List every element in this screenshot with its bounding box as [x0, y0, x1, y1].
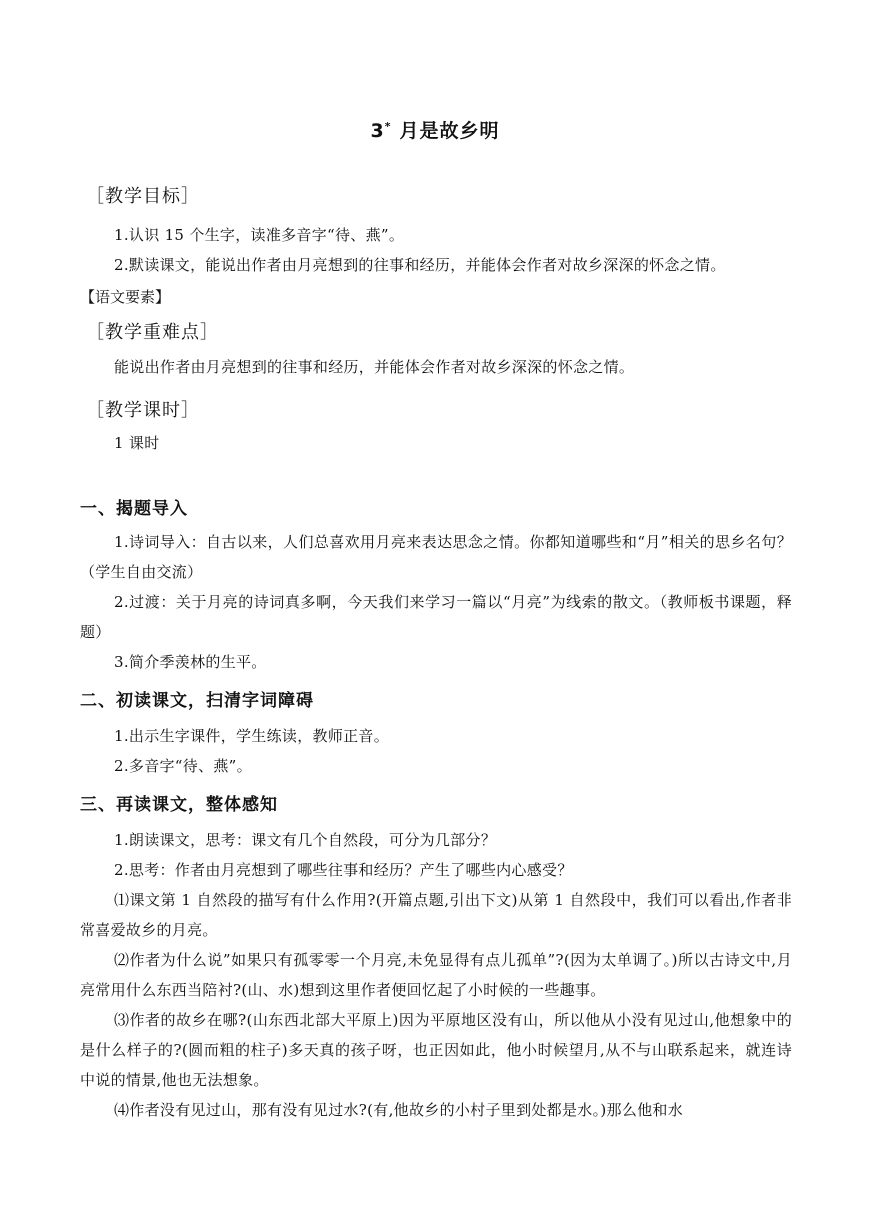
section-1-paragraph-2: 2.过渡：关于月亮的诗词真多啊，今天我们来学习一篇以“月亮”为线索的散文。（教师板书课题，释题） [80, 593, 792, 641]
section-1-paragraph-3: 3.简介季羡林的生平。 [114, 653, 267, 671]
key-points-text: 能说出作者由月亮想到的往事和经历，并能体会作者对故乡深深的怀念之情。 [114, 358, 635, 376]
objective-2: 2.默读课文，能说出作者由月亮想到的往事和经历，并能体会作者对故乡深深的怀念之情。 [114, 256, 726, 274]
section-3-paragraph-6: ⑷作者没有见过山，那有没有见过水?(有,他故乡的小村子里到处都是水。)那么他和水 [114, 1101, 684, 1119]
section-3-paragraph-4: ⑵作者为什么说”如果只有孤零零一个月亮,未免显得有点儿孤单”?(因为太单调了。)所以古诗文中,月亮常用什么东西当陪衬?(山、水)想到这里作者便回忆起了小时候的一些趣事。 [80, 951, 792, 999]
section-2-paragraph-2: 2.多音字“待、燕”。 [114, 757, 252, 775]
section-1-paragraph-1: 1.诗词导入：自古以来，人们总喜欢用月亮来表达思念之情。你都知道哪些和“月”相关的思乡名句？（学生自由交流） [80, 533, 792, 581]
section-3-paragraph-1: 1.朗读课文，思考：课文有几个自然段，可分为几部分？ [114, 831, 497, 849]
title-text: 月是故乡明 [399, 120, 500, 142]
section-3-paragraph-5: ⑶作者的故乡在哪?(山东西北部大平原上)因为平原地区没有山，所以他从小没有见过山,他想象中的是什么样子的?(圆而粗的柱子)多天真的孩子呀，也正因如此，他小时候望月,从不与山联系起来，就连诗中说的情景,他也无法想象。 [80, 1011, 792, 1089]
title-star: * [384, 119, 392, 133]
section-3-paragraph-2: 2.思考：作者由月亮想到了哪些往事和经历？产生了哪些内心感受？ [114, 861, 573, 879]
objectives-heading: ［教学目标］ [86, 186, 200, 207]
page-title [0, 116, 870, 143]
objective-1: 1.认识 15 个生字，读准多音字“待、燕”。 [114, 226, 405, 244]
key-points-heading: ［教学重难点］ [86, 322, 219, 343]
periods-text: 1 课时 [114, 434, 160, 452]
section-2-title: 二、初读课文，扫清字词障碍 [80, 691, 314, 711]
section-1-title: 一、揭题导入 [80, 499, 188, 519]
section-3-paragraph-3: ⑴课文第 1 自然段的描写有什么作用?(开篇点题,引出下文)从第 1 自然段中，我们可以看出,作者非常喜爱故乡的月亮。 [80, 891, 792, 939]
periods-heading: ［教学课时］ [86, 400, 200, 421]
section-3-title: 三、再读课文，整体感知 [80, 795, 278, 815]
section-2-paragraph-1: 1.出示生字课件，学生练读，教师正音。 [114, 727, 390, 745]
title-number: 3 [370, 120, 385, 142]
language-elements-tag: 【语文要素】 [80, 288, 171, 306]
